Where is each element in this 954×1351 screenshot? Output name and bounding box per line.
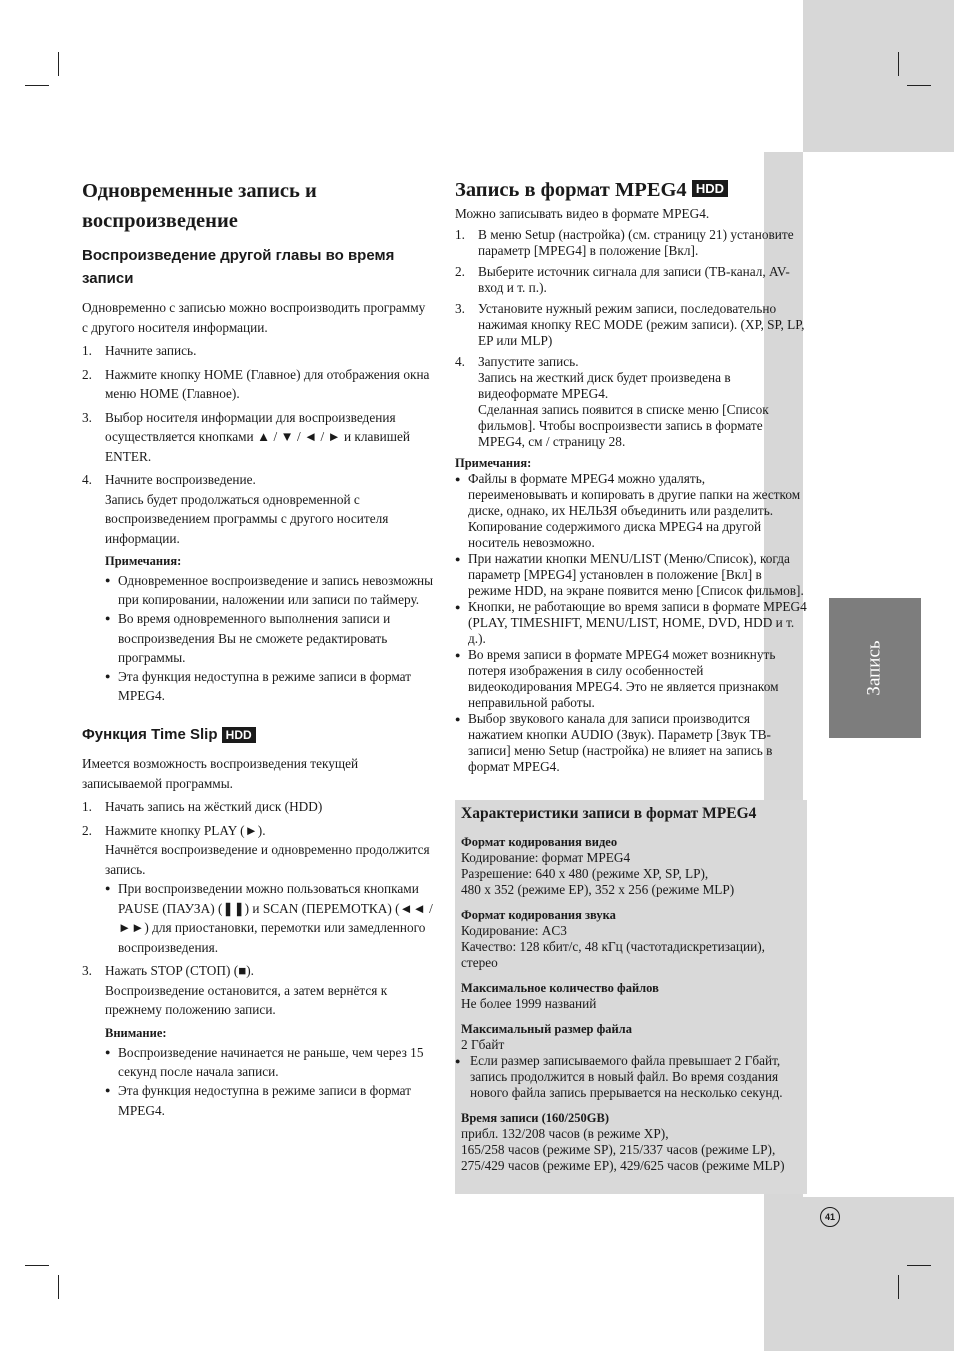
- crop-mark: [58, 52, 59, 76]
- step-item: 4. Начните воспроизведение. Запись будет продолжаться одновременной с воспроизведением программы с другого носителя информации.: [82, 472, 389, 546]
- hdd-badge: HDD: [692, 180, 728, 197]
- spec-line: Разрешение: 640 x 480 (режиме XP, SP, LP),: [461, 866, 709, 881]
- step-bullet: ● При воспроизведении можно пользоваться кнопками PAUSE (ПАУЗА) (❚❚) и SCAN (ПЕРЕМОТКА) (◄◄ / ►►) для приостановки, перемотки или замедленного воспроизведения.: [105, 879, 434, 957]
- steps-list: [82, 797, 434, 1020]
- notes-title: Примечания:: [105, 554, 182, 568]
- spec-heading: Время записи (160/250GB): [461, 1111, 609, 1125]
- note-item: ● Выбор звукового канала для записи производится нажатием кнопки AUDIO (Звук). Параметр [Звук ТВ-записи] меню Setup (настройка) не влияет на запись в формат MPEG4.: [455, 711, 807, 775]
- spec-line: 165/258 часов (режиме SP), 215/337 часов (режиме LP),: [461, 1142, 776, 1157]
- spec-line: Кодирование: AC3: [461, 923, 567, 938]
- side-strip-bottom: [764, 1197, 954, 1351]
- spec-box: [455, 800, 807, 1194]
- subsection-heading-timeslip: Функция Time Slip HDD: [82, 723, 434, 746]
- note-item: ● Кнопки, не работающие во время записи в формате MPEG4 (PLAY, TIMESHIFT, MENU/LIST, HOME, DVD, HDD и т. д.).: [455, 599, 807, 647]
- section-title-mpeg4: Запись в формат MPEG4 HDD: [455, 176, 807, 204]
- spec-bullet: ● Если размер записываемого файла превышает 2 Гбайт, запись продолжится в новый файл. Во время создания нового файла запись прерывается на несколько секунд.: [461, 1053, 801, 1101]
- step-item: 1. Начать запись на жёсткий диск (HDD): [82, 799, 323, 815]
- spec-line: Не более 1999 названий: [461, 996, 597, 1011]
- step-item: 2. Нажмите кнопку HOME (Главное) для отображения окна меню HOME (Главное).: [82, 366, 430, 401]
- right-column: [455, 176, 807, 775]
- intro-text: Можно записывать видео в формате MPEG4.: [455, 206, 710, 221]
- step-item: 3. Нажать STOP (СТОП) (■). Воспроизведение остановится, а затем вернётся к прежнему положению записи.: [82, 963, 388, 1018]
- note-item: ● Файлы в формате MPEG4 можно удалять, переименовывать и копировать в другие папки на жестком диске, однако, их НЕЛЬЗЯ объединить или разделить. Копирование содержимого диска MPEG4 на другой носитель невозможно.: [455, 471, 807, 551]
- step-item: 2. Выберите источник сигнала для записи (ТВ-канал, AV-вход и т. п.).: [455, 264, 790, 295]
- spec-line: 275/429 часов (режиме EP), 429/625 часов (режиме MLP): [461, 1158, 785, 1173]
- spec-line: 2 Гбайт: [461, 1037, 505, 1052]
- left-column: [82, 176, 434, 1120]
- note-item: ● При нажатии кнопки MENU/LIST (Меню/Список), когда параметр [MPEG4] установлен в положение [Вкл] в режиме HDD, на экране появится меню [Список фильмов].: [455, 551, 807, 599]
- note-item: ● Одновременное воспроизведение и запись невозможны при копировании, наложении или записи по таймеру.: [105, 571, 434, 609]
- spec-heading: Максимальное количество файлов: [461, 981, 659, 995]
- spec-maxfiles: [461, 980, 801, 1012]
- side-strip-top: [803, 0, 954, 152]
- steps-list: [455, 227, 807, 450]
- caution-list: [105, 1043, 434, 1120]
- crop-mark: [898, 52, 899, 76]
- step-item: 3. Установите нужный режим записи, последовательно нажимая кнопку REC MODE (режим записи). (XP, SP, LP, EP или MLP): [455, 301, 805, 348]
- crop-mark: [25, 1265, 49, 1266]
- caution-title: Внимание:: [105, 1025, 167, 1040]
- notes-title: Примечания:: [455, 456, 532, 470]
- note-item: ● Эта функция недоступна в режиме записи в формат MPEG4.: [105, 667, 434, 705]
- spec-title: Характеристики записи в формат MPEG4: [461, 805, 757, 822]
- step-item: 2. Нажмите кнопку PLAY (►). Начнётся воспроизведение и одновременно продолжится запись. ● При воспроизведении можно пользоваться кнопками PAUSE (ПАУЗА) (❚❚) и SCAN (ПЕРЕМОТКА) (◄◄ / ►►) для приостановки, перемотки или замедленного воспроизведения.: [82, 821, 434, 958]
- intro-text: Имеется возможность воспроизведения текущей записываемой программы.: [82, 756, 359, 791]
- caution-item: ● Эта функция недоступна в режиме записи в формат MPEG4.: [105, 1081, 434, 1119]
- spec-video: [461, 834, 801, 898]
- crop-mark: [907, 85, 931, 86]
- crop-mark: [25, 85, 49, 86]
- crop-mark: [898, 1275, 899, 1299]
- step-bullet-list: [105, 879, 434, 957]
- caution-item: ● Воспроизведение начинается не раньше, чем через 15 секунд после начала записи.: [105, 1043, 434, 1081]
- steps-list: [82, 341, 434, 548]
- spec-heading: Формат кодирования видео: [461, 835, 618, 849]
- note-item: ● Во время одновременного выполнения записи и воспроизведения Вы не сможете редактировать программы.: [105, 609, 434, 667]
- spec-heading: Формат кодирования звука: [461, 908, 616, 922]
- spec-bullet-list: [461, 1053, 801, 1101]
- page-number: 41: [820, 1207, 840, 1227]
- section-title: Одновременные запись и воспроизведение: [82, 180, 317, 232]
- step-item: 4. Запустите запись. Запись на жесткий диск будет произведена в видеоформате MPEG4. Сделанная запись появится в списке меню [Список фильмов]. Чтобы воспроизвести запись в формате MPEG4, см / страницу 28.: [455, 354, 769, 449]
- step-item: 3. Выбор носителя информации для воспроизведения осуществляется кнопками ▲ / ▼ / ◄ / ► и клавишей ENTER.: [82, 409, 411, 464]
- spec-heading: Максимальный размер файла: [461, 1022, 632, 1036]
- step-item: 1. В меню Setup (настройка) (см. страницу 21) установите параметр [MPEG4] в положение [Вкл].: [455, 227, 794, 258]
- spec-rectime: [461, 1110, 801, 1174]
- note-item: ● Во время записи в формате MPEG4 может возникнуть потеря изображения в силу особенностей видеокодирования MPEG4. Это не является признаком неправильной работы.: [455, 647, 807, 711]
- step-item: 1. Начните запись.: [82, 343, 197, 358]
- hdd-badge: HDD: [222, 727, 256, 743]
- section-tab-label: Запись: [863, 640, 885, 696]
- crop-mark: [907, 1265, 931, 1266]
- spec-line: 480 x 352 (режиме EP), 352 x 256 (режиме MLP): [461, 882, 735, 897]
- crop-mark: [58, 1275, 59, 1299]
- spec-maxsize: [461, 1021, 801, 1101]
- spec-line: Кодирование: формат MPEG4: [461, 850, 631, 865]
- notes-list: [455, 471, 807, 775]
- notes-list: [105, 571, 434, 705]
- spec-line: прибл. 132/208 часов (в режиме XP),: [461, 1126, 669, 1141]
- spec-audio: [461, 907, 801, 971]
- intro-text: Одновременно с записью можно воспроизводить программу с другого носителя информации.: [82, 300, 426, 335]
- spec-line: Качество: 128 кбит/с, 48 кГц (частотадискретизации), стерео: [461, 939, 765, 970]
- subsection-heading: Воспроизведение другой главы во время записи: [82, 247, 395, 287]
